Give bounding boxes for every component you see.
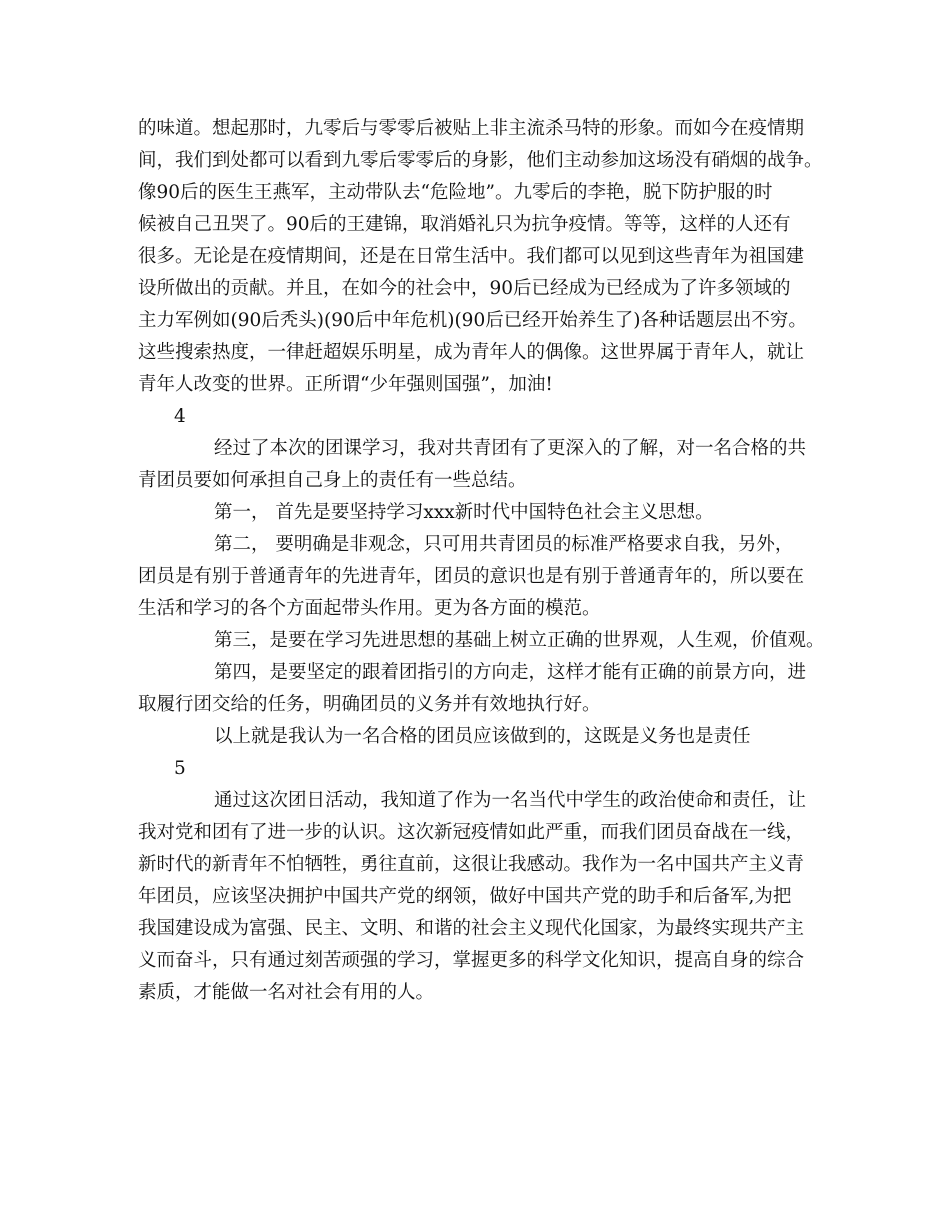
text-line: 团员是有别于普通青年的先进青年，团员的意识也是有别于普通青年的，所以要在 bbox=[138, 566, 805, 587]
paragraph-start: 第三，是要在学习先进思想的基础上树立正确的世界观，人生观，价值观。 bbox=[214, 630, 825, 651]
text-line: 我国建设成为富强、民主、文明、和谐的社会主义现代化国家，为最终实现共产主 bbox=[138, 918, 805, 939]
text-line: 很多。无论是在疫情期间，还是在日常生活中。我们都可以见到这些青年为祖国建 bbox=[138, 246, 805, 267]
text-line: 义而奋斗，只有通过刻苦顽强的学习，掌握更多的科学文化知识，提高自身的综合 bbox=[138, 950, 805, 971]
text-line: 青年人改变的世界。正所谓“少年强则国强”，加油! bbox=[138, 374, 553, 395]
text-line: 间，我们到处都可以看到九零后零零后的身影，他们主动参加这场没有硝烟的战争。 bbox=[138, 150, 823, 171]
paragraph-start: 第二， 要明确是非观念，只可用共青团员的标准严格要求自我，另外， bbox=[214, 534, 794, 555]
paragraph-start: 第一， 首先是要坚持学习xxx新时代中国特色社会主义思想。 bbox=[214, 502, 714, 523]
paragraph-start: 经过了本次的团课学习，我对共青团有了更深入的了解，对一名合格的共 bbox=[214, 438, 807, 459]
text-line: 年团员，应该坚决拥护中国共产党的纲领，做好中国共产党的助手和后备军,为把 bbox=[138, 886, 792, 907]
text-line: 生活和学习的各个方面起带头作用。更为各方面的模范。 bbox=[138, 598, 601, 619]
paragraph-start: 以上就是我认为一名合格的团员应该做到的，这既是义务也是责任 bbox=[214, 726, 751, 747]
text-line: 新时代的新青年不怕牺牲，勇往直前，这很让我感动。我作为一名中国共产主义青 bbox=[138, 854, 805, 875]
paragraph-start: 通过这次团日活动，我知道了作为一名当代中学生的政治使命和责任，让 bbox=[214, 790, 807, 811]
section-number: 5 bbox=[174, 758, 186, 779]
text-line: 这些搜索热度，一律赶超娱乐明星，成为青年人的偶像。这世界属于青年人，就让 bbox=[138, 342, 805, 363]
text-line: 主力军例如(90后秃头)(90后中年危机)(90后已经开始养生了)各种话题层出不穷。 bbox=[138, 310, 807, 331]
text-line: 素质，才能做一名对社会有用的人。 bbox=[138, 982, 435, 1003]
text-line: 候被自己丑哭了。90后的王建锦，取消婚礼只为抗争疫情。等等，这样的人还有 bbox=[138, 214, 791, 235]
text-line: 我对党和团有了进一步的认识。这次新冠疫情如此严重，而我们团员奋战在一线， bbox=[138, 822, 805, 843]
section-number: 4 bbox=[174, 406, 186, 427]
text-line: 取履行团交给的任务，明确团员的义务并有效地执行好。 bbox=[138, 694, 601, 715]
paragraph-start: 第四，是要坚定的跟着团指引的方向走，这样才能有正确的前景方向，进 bbox=[214, 662, 807, 683]
text-line: 设所做出的贡献。并且，在如今的社会中，90后已经成为已经成为了许多领域的 bbox=[138, 278, 791, 299]
text-line: 的味道。想起那时，九零后与零零后被贴上非主流杀马特的形象。而如今在疫情期 bbox=[138, 118, 805, 139]
text-line: 像90后的医生王燕军，主动带队去“危险地”。九零后的李艳，脱下防护服的时 bbox=[138, 182, 773, 203]
text-line: 青团员要如何承担自己身上的责任有一些总结。 bbox=[138, 470, 527, 491]
